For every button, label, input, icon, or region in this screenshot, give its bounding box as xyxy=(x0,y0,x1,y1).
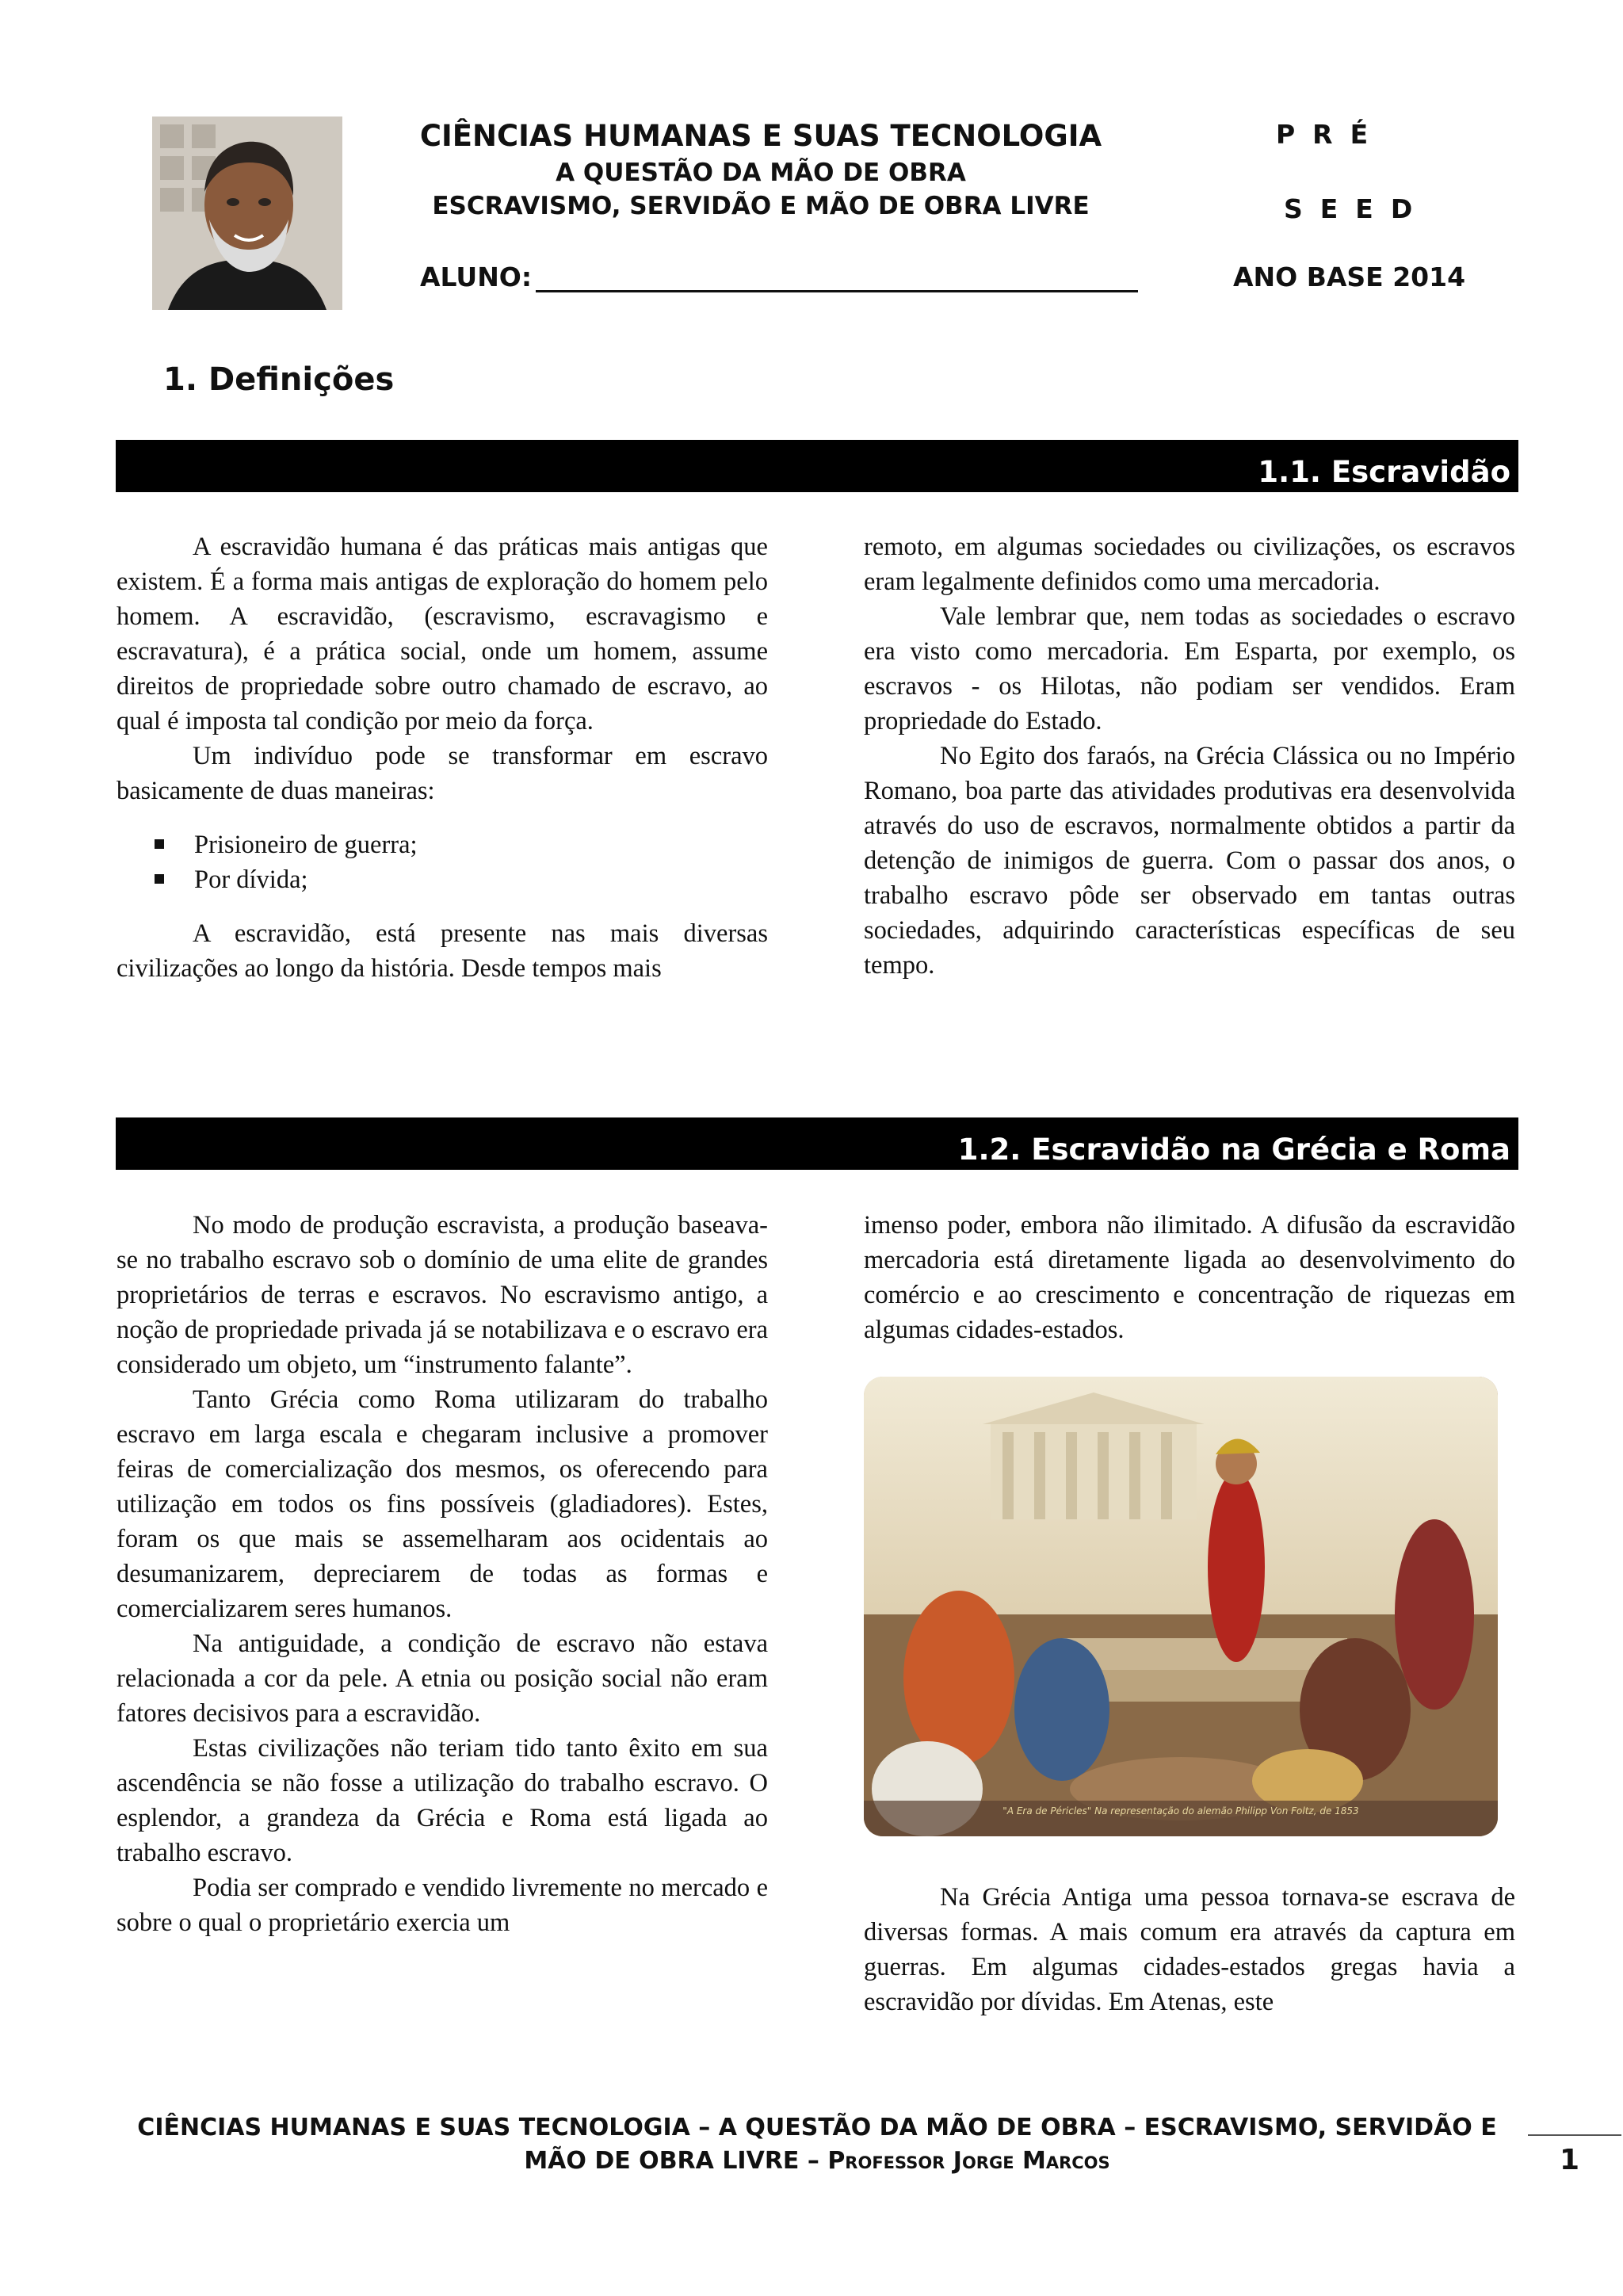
header-seed: SEED xyxy=(1284,193,1430,224)
header-title: CIÊNCIAS HUMANAS E SUAS TECNOLOGIA xyxy=(419,119,1102,153)
section-bar-escravidao xyxy=(116,440,1518,492)
pericles-painting xyxy=(864,1377,1498,1836)
paragraph: Na antiguidade, a condição de escravo não estava relacionada a cor da pele. A etnia ou posição social não eram fatores decisivos para a escravidão. xyxy=(116,1629,768,1728)
painting-caption: "A Era de Péricles" Na representação do alemão Philipp Von Foltz, de 1853 xyxy=(1002,1805,1359,1817)
section-bar-title: 1.1. Escravidão xyxy=(1258,455,1510,489)
aluno-name-line[interactable] xyxy=(536,290,1138,292)
page-number-rule xyxy=(1528,2134,1621,2136)
paragraph: Vale lembrar que, nem todas as sociedades o escravo era visto como mercadoria. Em Esparta, por exemplo, os escravos - os Hilotas, não podiam ser vendidos. Eram propriedade do Estado. xyxy=(864,602,1515,735)
list-item xyxy=(155,862,768,897)
section-bar-grecia-roma xyxy=(116,1117,1518,1170)
ano-base: ANO BASE 2014 xyxy=(1233,262,1466,292)
section-bar-title: 1.2. Escravidão na Grécia e Roma xyxy=(957,1133,1510,1167)
header-subtitle: A QUESTÃO DA MÃO DE OBRA xyxy=(556,159,966,187)
paragraph: Na Grécia Antiga uma pessoa tornava-se escrava de diversas formas. A mais comum era através da captura em guerras. Em algumas cidades-estados gregas havia a escravidão por dívidas. Em Atenas, este xyxy=(864,1883,1515,2016)
header-pre: PRÉ xyxy=(1276,119,1386,150)
section2-right-column-bottom xyxy=(864,1880,1515,2019)
list-item xyxy=(155,827,768,862)
paragraph: A escravidão humana é das práticas mais antigas que existem. É a forma mais antigas de exploração do homem pelo homem. A escravidão, (escravismo, escravagismo e escravatura), é a prática social, onde um homem, assume direitos de propriedade sobre outro chamado de escravo, ao qual é imposta tal condição por meio da força. xyxy=(116,533,768,735)
portrait-image xyxy=(152,117,342,310)
bullet-square-icon xyxy=(155,839,164,849)
section1-left-column xyxy=(116,529,768,986)
paragraph: remoto, em algumas sociedades ou civilizações, os escravos eram legalmente definidos como uma mercadoria. xyxy=(864,533,1515,596)
paragraph: Um indivíduo pode se transformar em escravo basicamente de duas maneiras: xyxy=(116,742,768,805)
paragraph: imenso poder, embora não ilimitado. A difusão da escravidão mercadoria está diretamente ligada ao desenvolvimento do comércio e ao crescimento e concentração de riquezas em algumas cidades-estados. xyxy=(864,1211,1515,1344)
section-title-definicoes: 1. Definições xyxy=(163,361,395,398)
aluno-label: ALUNO: xyxy=(420,262,533,292)
paragraph: Tanto Grécia como Roma utilizaram do trabalho escravo em larga escala e chegaram inclusive a promover feiras de comercialização dos mesmos, os oferecendo para utilização em todos os fins possíveis (gladiadores). Estes, foram os que mais se assemelharam aos ocidentais ao desumanizarem, depreciarem de todas as formas e comercializarem seres humanos. xyxy=(116,1385,768,1623)
paragraph: Estas civilizações não teriam tido tanto êxito em sua ascendência se não fosse a utilização do trabalho escravo. O esplendor, a grandeza da Grécia e Roma está ligada ao trabalho escravo. xyxy=(116,1734,768,1867)
list-item-text: Prisioneiro de guerra; xyxy=(194,831,418,859)
paragraph: No modo de produção escravista, a produção baseava-se no trabalho escravo sob o domínio de uma elite de grandes proprietários de terras e escravos. No escravismo antigo, a noção de propriedade privada já se notabilizava e o escravo era considerado um objeto, um “instrumento falante”. xyxy=(116,1211,768,1379)
paragraph: A escravidão, está presente nas mais diversas civilizações ao longo da história. Desde tempos mais xyxy=(116,919,768,983)
section2-left-column xyxy=(116,1208,768,1940)
painting-image xyxy=(864,1377,1498,1836)
page-number: 1 xyxy=(1560,2144,1580,2176)
author-photo xyxy=(152,117,342,310)
section1-right-column xyxy=(864,529,1515,983)
paragraph: No Egito dos faraós, na Grécia Clássica ou no Império Romano, boa parte das atividades produtivas era desenvolvida através do uso de escravos, normalmente obtidos a partir da detenção de inimigos de guerra. Com o passar dos anos, o trabalho escravo pôde ser observado em tantas outras sociedades, adquirindo características específicas de seu tempo. xyxy=(864,742,1515,980)
page-footer xyxy=(116,2111,1518,2178)
footer-line-2 xyxy=(116,2145,1518,2178)
bullet-list xyxy=(116,827,768,897)
footer-line-2-main: MÃO DE OBRA LIVRE – xyxy=(524,2147,819,2175)
bullet-square-icon xyxy=(155,874,164,884)
paragraph: Podia ser comprado e vendido livremente no mercado e sobre o qual o proprietário exercia um xyxy=(116,1874,768,1937)
header-subtitle-2: ESCRAVISMO, SERVIDÃO E MÃO DE OBRA LIVRE xyxy=(432,192,1090,220)
footer-author: Professor Jorge Marcos xyxy=(827,2147,1110,2175)
section2-right-column-top xyxy=(864,1208,1515,1347)
footer-line-1: CIÊNCIAS HUMANAS E SUAS TECNOLOGIA – A QUESTÃO DA MÃO DE OBRA – ESCRAVISMO, SERVIDÃO E xyxy=(137,2114,1497,2141)
list-item-text: Por dívida; xyxy=(194,865,308,894)
